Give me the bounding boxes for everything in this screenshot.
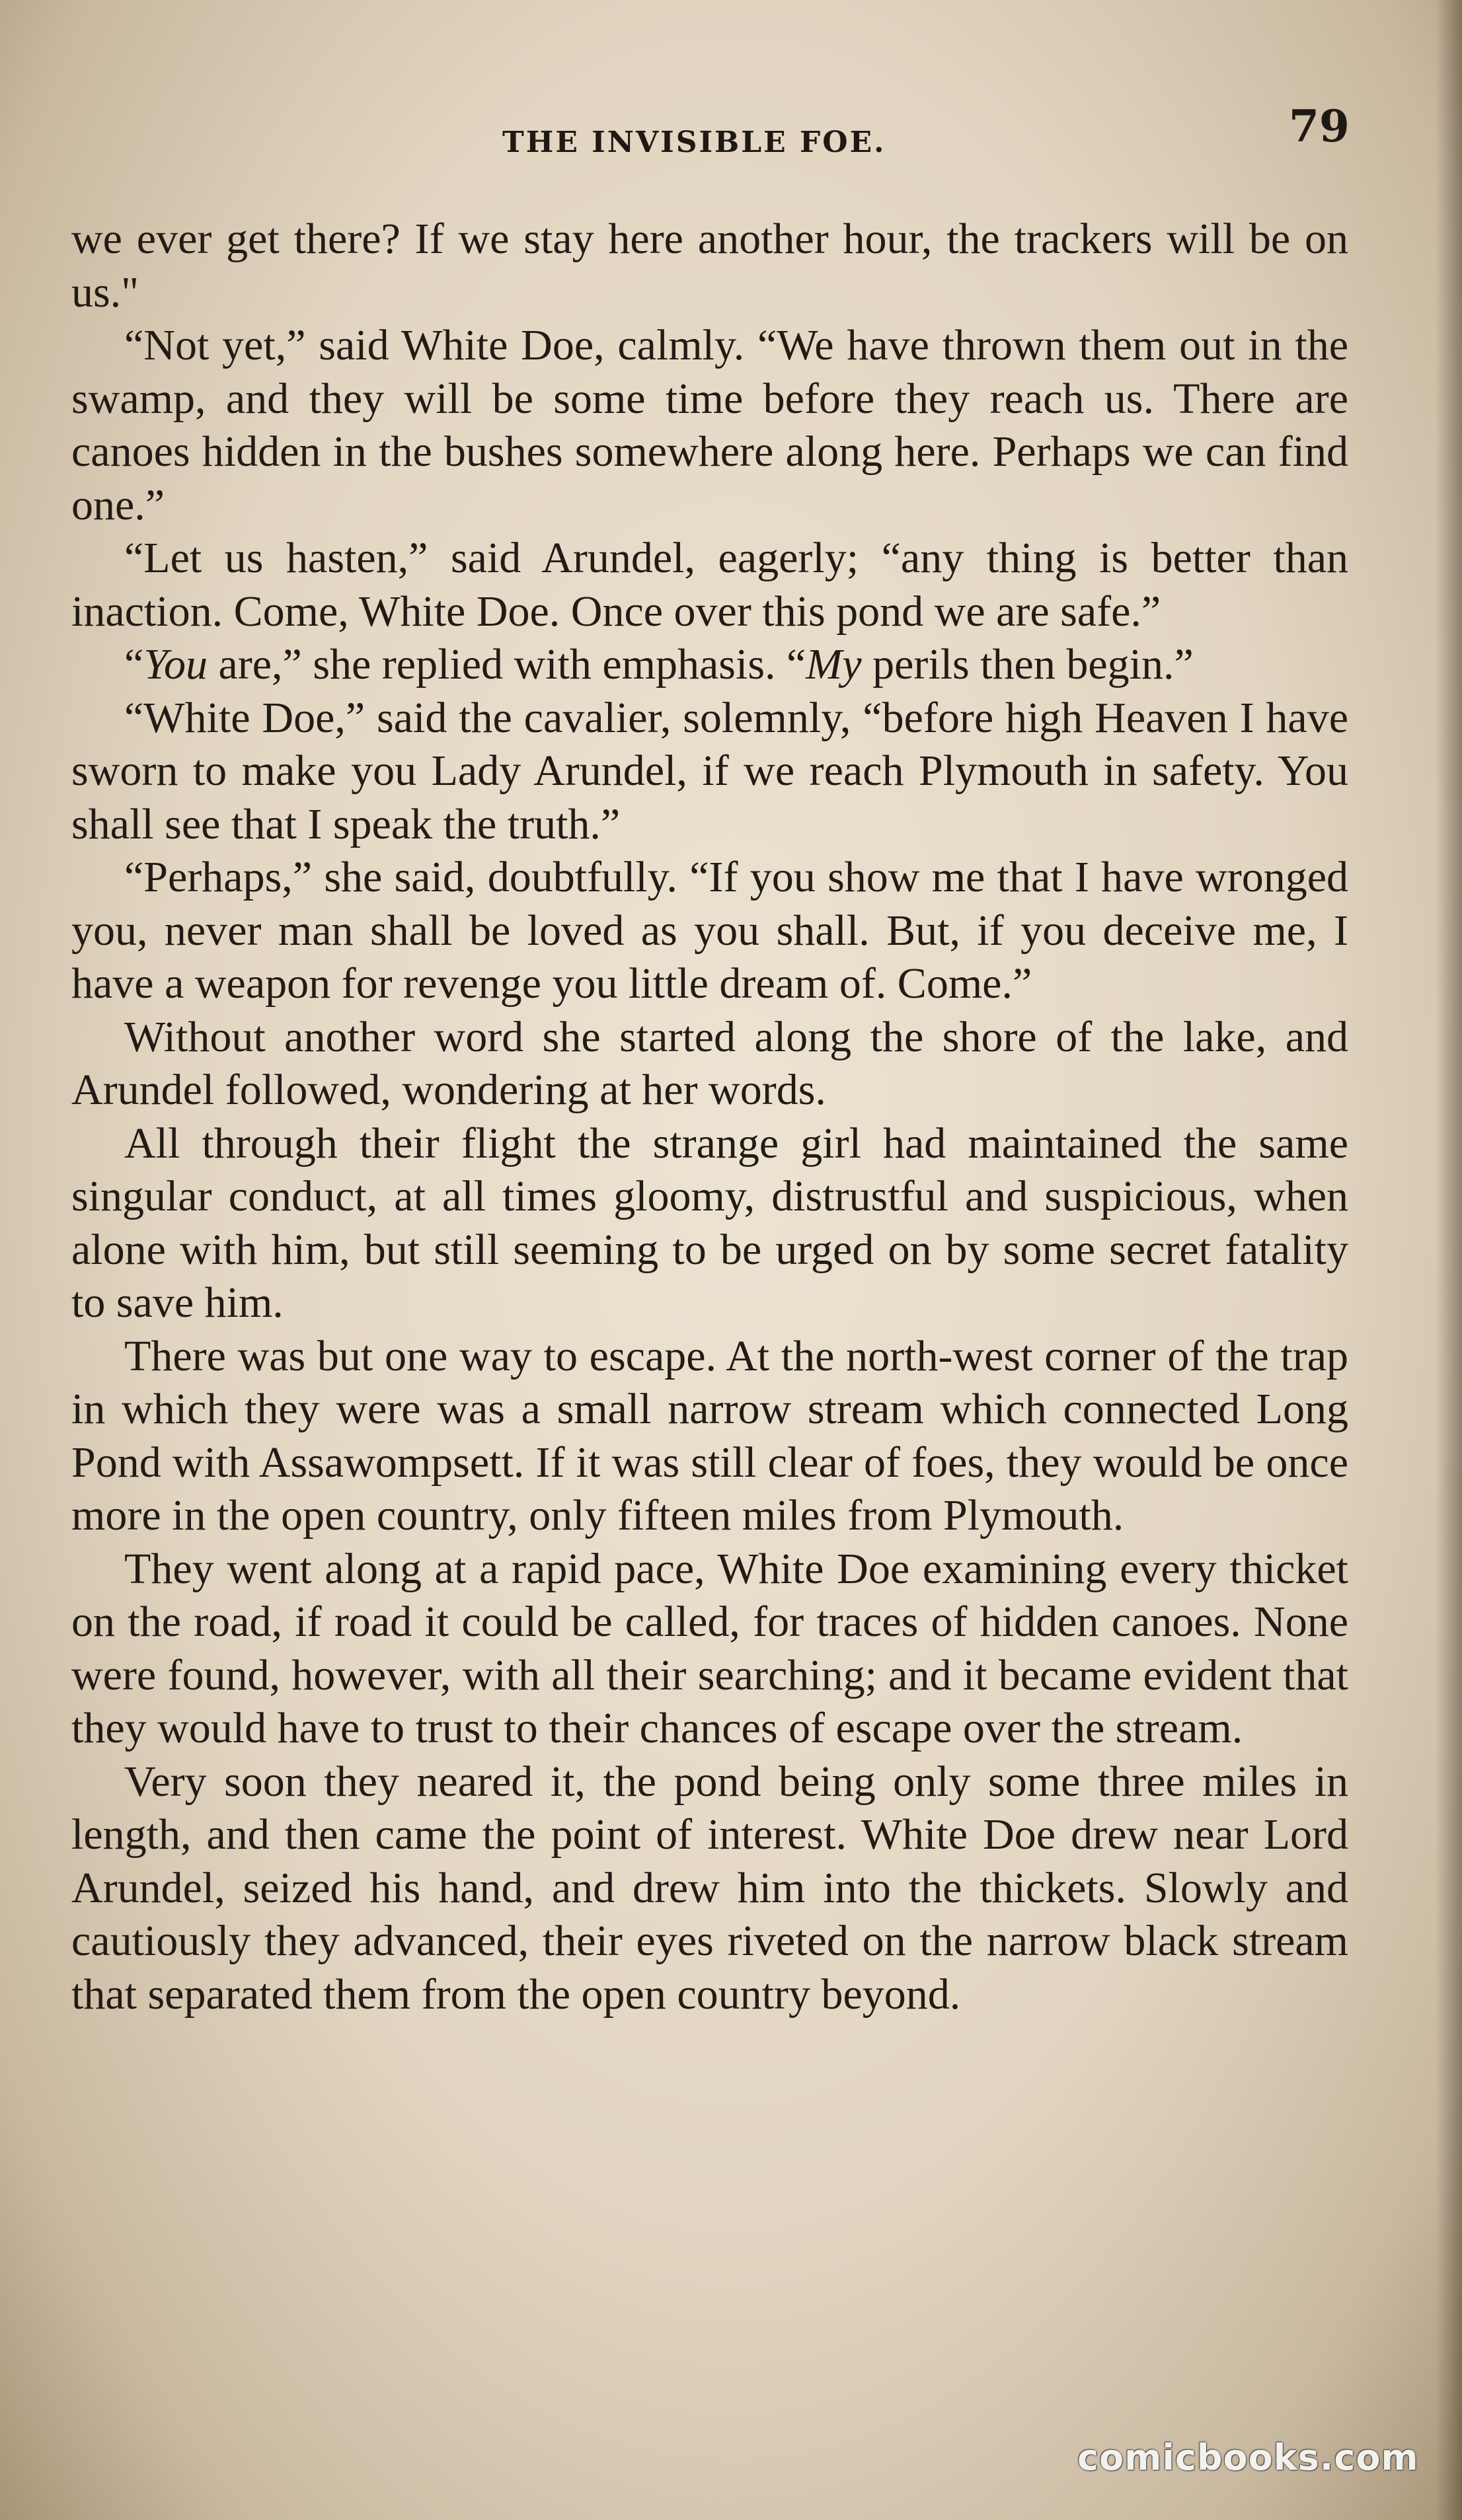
text-run: “Let us hasten,” said Arundel, eagerly; “any thing is better than inaction. Come, White Doe. Once over this pond we are safe.” — [71, 534, 1348, 636]
text-run: Very soon they neared it, the pond being only some three miles in length, and then came the point of interest. White Doe drew near Lord Arundel, seized his hand, and drew him into the thickets. Slowly and cautiously they advanced, their eyes riveted on the narrow black stream that separated them from the open country beyond. — [71, 1757, 1348, 2019]
paragraph — [71, 851, 1348, 1011]
text-run: are,” she replied with emphasis. “ — [207, 640, 806, 688]
paragraph — [71, 1756, 1348, 2022]
text-run: There was but one way to escape. At the north-west corner of the trap in which they were was a small narrow stream which connected Long Pond with Assawompsett. If it was still clear of foes, they would be once more in the open country, only fifteen miles from Plymouth. — [71, 1331, 1348, 1539]
running-head: THE INVISIBLE FOE. — [502, 126, 886, 159]
text-run: All through their flight the strange girl had maintained the same singular conduct, at all times gloomy, distrustful and suspicious, when alone with him, but still seeming to be urged on by some secret fatality to save him. — [71, 1119, 1348, 1327]
paragraph — [71, 1543, 1348, 1756]
paragraph — [71, 1117, 1348, 1330]
text-run: “ — [124, 640, 144, 688]
paragraph — [71, 1011, 1348, 1117]
text-run: “Not yet,” said White Doe, calmly. “We have thrown them out in the swamp, and they will be some time before they reach us. There are canoes hidden in the bushes somewhere along here. Perhaps we can find one.” — [71, 321, 1348, 529]
paragraph — [71, 692, 1348, 852]
text-run: “White Doe,” said the cavalier, solemnly, “before high Heaven I have sworn to make you Lady Arundel, if we reach Plymouth in safety. You shall see that I speak the truth.” — [71, 693, 1348, 848]
paragraph — [71, 532, 1348, 638]
text-run: perils then begin.” — [861, 640, 1194, 688]
page-edge-shadow — [1436, 0, 1462, 2520]
paragraph — [71, 638, 1348, 692]
paragraph — [71, 1330, 1348, 1543]
italic-text: My — [806, 640, 862, 688]
page-number: 79 — [1289, 100, 1350, 152]
paragraph — [71, 319, 1348, 532]
watermark: comicbooks.com — [1077, 2437, 1419, 2478]
text-run: we ever get there? If we stay here another hour, the trackers will be on us." — [71, 215, 1348, 316]
body-text — [71, 213, 1348, 2021]
text-run: They went along at a rapid pace, White Doe examining every thicket on the road, if road it could be called, for traces of hidden canoes. None were found, however, with all their searching; and it became evident that they would have to trust to their chances of escape over the stream. — [71, 1544, 1348, 1752]
text-run: Without another word she started along the shore of the lake, and Arundel followed, wondering at her words. — [71, 1012, 1348, 1114]
text-run: “Perhaps,” she said, doubtfully. “If you show me that I have wronged you, never man shall be loved as you shall. But, if you deceive me, I have a weapon for revenge you little dream of. Come.” — [71, 853, 1348, 1008]
italic-text: You — [143, 640, 208, 688]
paragraph — [71, 213, 1348, 319]
